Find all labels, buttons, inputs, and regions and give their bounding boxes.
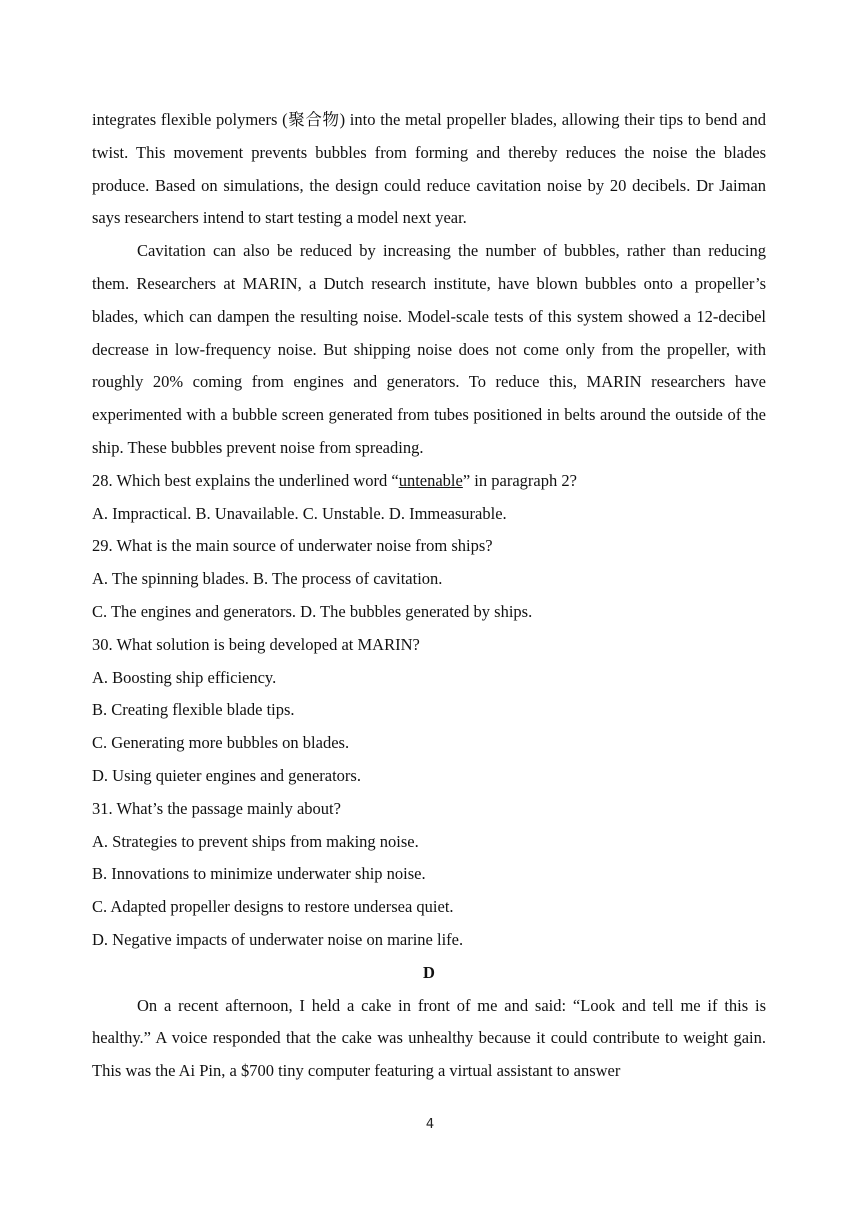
underlined-word: untenable — [398, 470, 463, 490]
question-option: C. The engines and generators. D. The bubbles generated by ships. — [92, 601, 533, 621]
page-number: 4 — [425, 1117, 435, 1132]
question-option: A. Strategies to prevent ships from making noise. — [92, 831, 419, 851]
question-stem: 30. What solution is being developed at MARIN? — [92, 634, 420, 654]
passage-c-paragraph-2: Cavitation can also be reduced by increasing the number of bubbles, rather than reducing them. Researchers at MARIN, a Dutch research institute, have blown bubbles onto a propeller’s blades, which can dampen the resulting noise. Model-scale tests of this system showed a 12-decibel decrease in low-frequency noise. But shipping noise does not come only from the propeller, with roughly 20% coming from engines and generators. To reduce this, MARIN researchers have experimented with a bubble screen generated from tubes positioned in belts around the outside of the ship. These bubbles prevent noise from spreading. — [92, 241, 766, 457]
question-stem: 31. What’s the passage mainly about? — [92, 798, 341, 818]
question-stem: 28. Which best explains the underlined word “untenable” in paragraph 2? — [92, 470, 577, 490]
question-option: B. Innovations to minimize underwater ship noise. — [92, 864, 426, 884]
document-page — [92, 104, 766, 1088]
section-heading-d: D — [423, 962, 435, 982]
question-31 — [92, 793, 766, 957]
section-d-paragraph-1: On a recent afternoon, I held a cake in front of me and said: “Look and tell me if this is healthy.” A voice responded that the cake was unhealthy because it could contribute to weight gain. This was the Ai Pin, a $700 tiny computer featuring a virtual assistant to answer — [92, 995, 766, 1081]
question-option: C. Adapted propeller designs to restore undersea quiet. — [92, 897, 454, 917]
question-30 — [92, 629, 766, 793]
question-option: D. Negative impacts of underwater noise on marine life. — [92, 929, 464, 949]
question-option: D. Using quieter engines and generators. — [92, 765, 361, 785]
question-option: A. Impractical. B. Unavailable. C. Unstable. D. Immeasurable. — [92, 503, 507, 523]
passage-c-paragraph-1: integrates flexible polymers (聚合物) into the metal propeller blades, allowing their tips to bend and twist. This movement prevents bubbles from forming and thereby reduces the noise the blades produce. Based on simulations, the design could reduce cavitation noise by 20 decibels. Dr Jaiman says researchers intend to start testing a model next year. — [92, 110, 766, 228]
question-option: A. Boosting ship efficiency. — [92, 667, 277, 687]
question-29 — [92, 530, 766, 628]
question-28 — [92, 465, 766, 531]
question-stem: 29. What is the main source of underwater noise from ships? — [92, 536, 493, 556]
question-option: B. Creating flexible blade tips. — [92, 700, 295, 720]
question-option: A. The spinning blades. B. The process of cavitation. — [92, 569, 443, 589]
question-option: C. Generating more bubbles on blades. — [92, 733, 350, 753]
